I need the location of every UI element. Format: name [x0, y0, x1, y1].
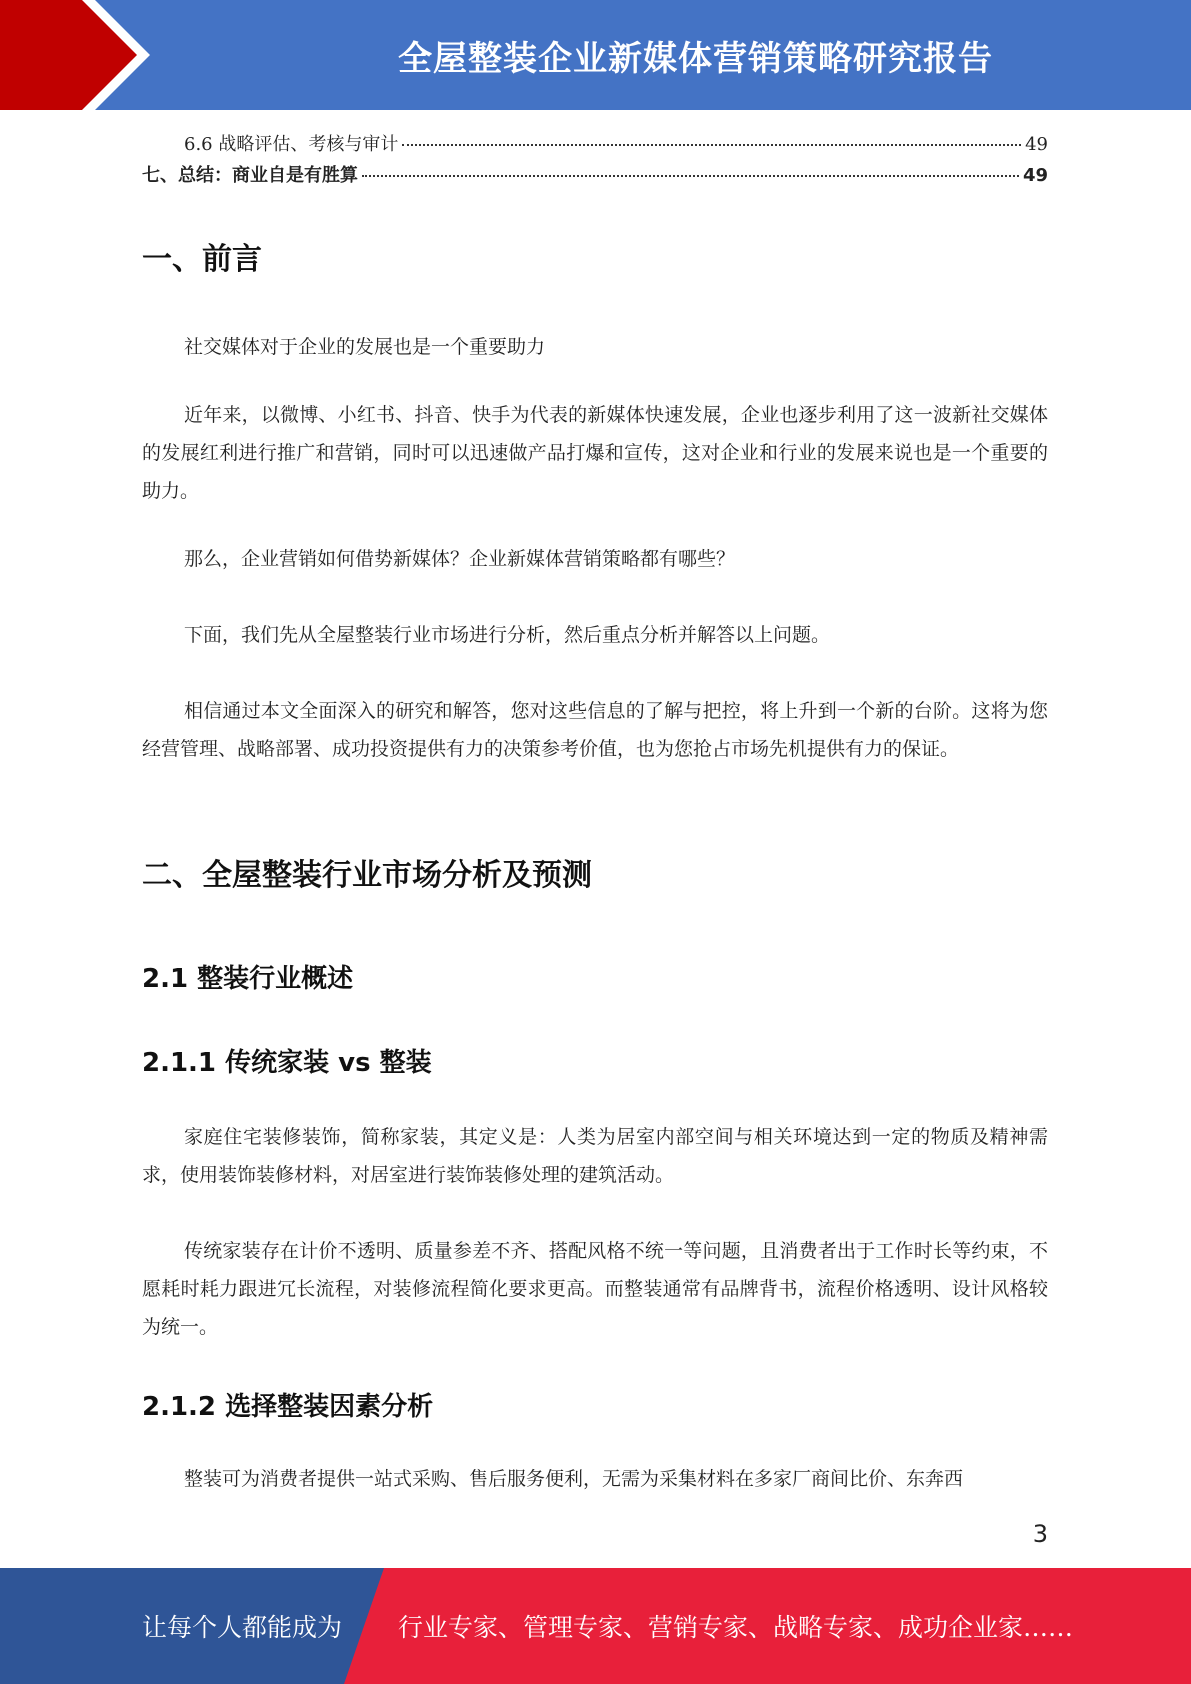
toc-leader-dots: [362, 175, 1019, 177]
toc-leader-dots: [402, 144, 1021, 146]
paragraph: 那么，企业营销如何借势新媒体？企业新媒体营销策略都有哪些？: [184, 548, 736, 570]
page-number: 3: [1032, 1520, 1048, 1548]
page-footer: [0, 1568, 1191, 1684]
paragraph: 近年来，以微博、小红书、抖音、快手为代表的新媒体快速发展，企业也逐步利用了这一波新社交媒体的发展红利进行推广和营销，同时可以迅速做产品打爆和宣传，这对企业和行业的发展来说也是一个重要的助力。: [142, 404, 1048, 502]
paragraph: 下面，我们先从全屋整装行业市场进行分析，然后重点分析并解答以上问题。: [184, 624, 831, 646]
paragraph: 相信通过本文全面深入的研究和解答，您对这些信息的了解与把控，将上升到一个新的台阶。这将为您经营管理、战略部署、成功投资提供有力的决策参考价值，也为您抢占市场先机提供有力的保证。: [142, 700, 1048, 760]
section-heading: 二、全屋整装行业市场分析及预测: [142, 858, 592, 893]
paragraph: 社交媒体对于企业的发展也是一个重要助力: [184, 336, 546, 358]
footer-slogan-left: 让每个人都能成为: [142, 1613, 343, 1642]
toc-entry[interactable]: [142, 130, 1048, 156]
report-title: 全屋整装企业新媒体营销策略研究报告: [398, 38, 993, 79]
toc-entry[interactable]: [142, 161, 1048, 187]
page-header: [0, 0, 1191, 110]
subsection-heading: 2.1.2 选择整装因素分析: [142, 1392, 434, 1422]
section-heading: 一、前言: [142, 242, 262, 277]
subsection-heading: 2.1.1 传统家装 vs 整装: [142, 1048, 432, 1078]
subsection-heading: 2.1 整装行业概述: [142, 964, 354, 994]
paragraph: 整装可为消费者提供一站式采购、售后服务便利，无需为采集材料在多家厂商间比价、东奔西: [184, 1468, 964, 1490]
header-arrow-decoration: [0, 0, 160, 110]
toc-entry-label: 七、总结：商业自是有胜算: [142, 165, 358, 186]
toc-entry-page: 49: [1022, 165, 1048, 186]
toc-entry-page: 49: [1025, 134, 1048, 155]
footer-slogan-right: 行业专家、管理专家、营销专家、战略专家、成功企业家……: [398, 1613, 1074, 1642]
toc-entry-label: 6.6 战略评估、考核与审计: [184, 134, 399, 155]
paragraph: 传统家装存在计价不透明、质量参差不齐、搭配风格不统一等问题，且消费者出于工作时长等约束，不愿耗时耗力跟进冗长流程，对装修流程简化要求更高。而整装通常有品牌背书，流程价格透明、设计风格较为统一。: [142, 1240, 1048, 1338]
paragraph: 家庭住宅装修装饰，简称家装，其定义是：人类为居室内部空间与相关环境达到一定的物质及精神需求，使用装饰装修材料，对居室进行装饰装修处理的建筑活动。: [142, 1126, 1048, 1186]
